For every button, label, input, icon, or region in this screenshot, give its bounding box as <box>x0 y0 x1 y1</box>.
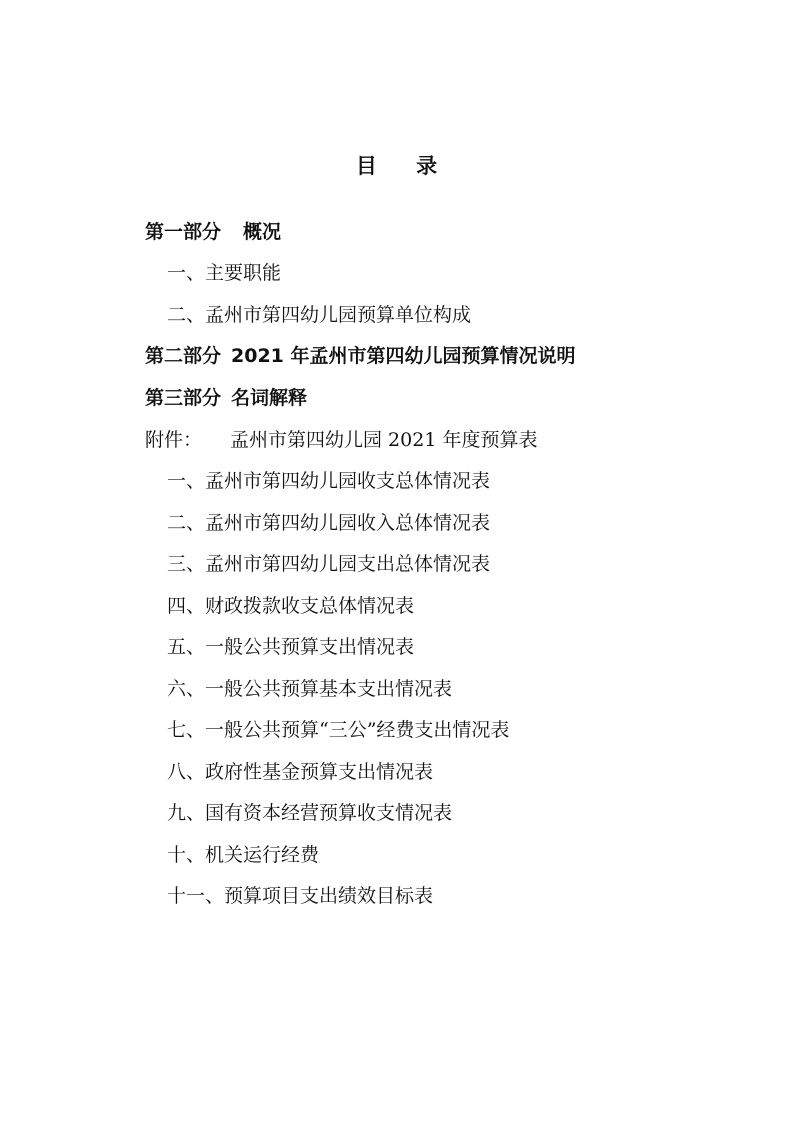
part-1-item-2: 二、孟州市第四幼儿园预算单位构成 <box>167 304 472 326</box>
part-1-item-1: 一、主要职能 <box>167 262 282 284</box>
toc-title: 目 录 <box>355 153 454 178</box>
attachment-title: 孟州市第四幼儿园 2021 年度预算表 <box>230 429 538 451</box>
part-1-label: 第一部分 <box>145 221 222 243</box>
part-2-heading <box>145 343 576 369</box>
table-item-5: 五、一般公共预算支出情况表 <box>167 636 415 658</box>
attachment-label: 附件： <box>145 429 203 451</box>
table-item-1: 一、孟州市第四幼儿园收支总体情况表 <box>167 470 491 492</box>
part-2-label: 第二部分 <box>145 345 222 367</box>
table-item-6: 六、一般公共预算基本支出情况表 <box>167 678 453 700</box>
table-item-11: 十一、预算项目支出绩效目标表 <box>167 885 434 907</box>
table-item-10: 十、机关运行经费 <box>167 844 320 866</box>
part-1-title: 概况 <box>243 221 282 243</box>
attachment-line <box>145 427 537 453</box>
table-item-9: 九、国有资本经营预算收支情况表 <box>167 802 453 824</box>
part-3-label: 第三部分 <box>145 387 222 409</box>
table-item-3: 三、孟州市第四幼儿园支出总体情况表 <box>167 553 491 575</box>
part-1-heading <box>145 219 281 245</box>
table-item-4: 四、财政拨款收支总体情况表 <box>167 595 415 617</box>
part-3-title: 名词解释 <box>231 387 308 409</box>
table-item-8: 八、政府性基金预算支出情况表 <box>167 761 434 783</box>
table-item-2: 二、孟州市第四幼儿园收入总体情况表 <box>167 512 491 534</box>
part-3-heading <box>145 385 307 411</box>
table-item-7: 七、一般公共预算“三公”经费支出情况表 <box>167 719 510 741</box>
part-2-title: 2021 年孟州市第四幼儿园预算情况说明 <box>231 345 576 367</box>
